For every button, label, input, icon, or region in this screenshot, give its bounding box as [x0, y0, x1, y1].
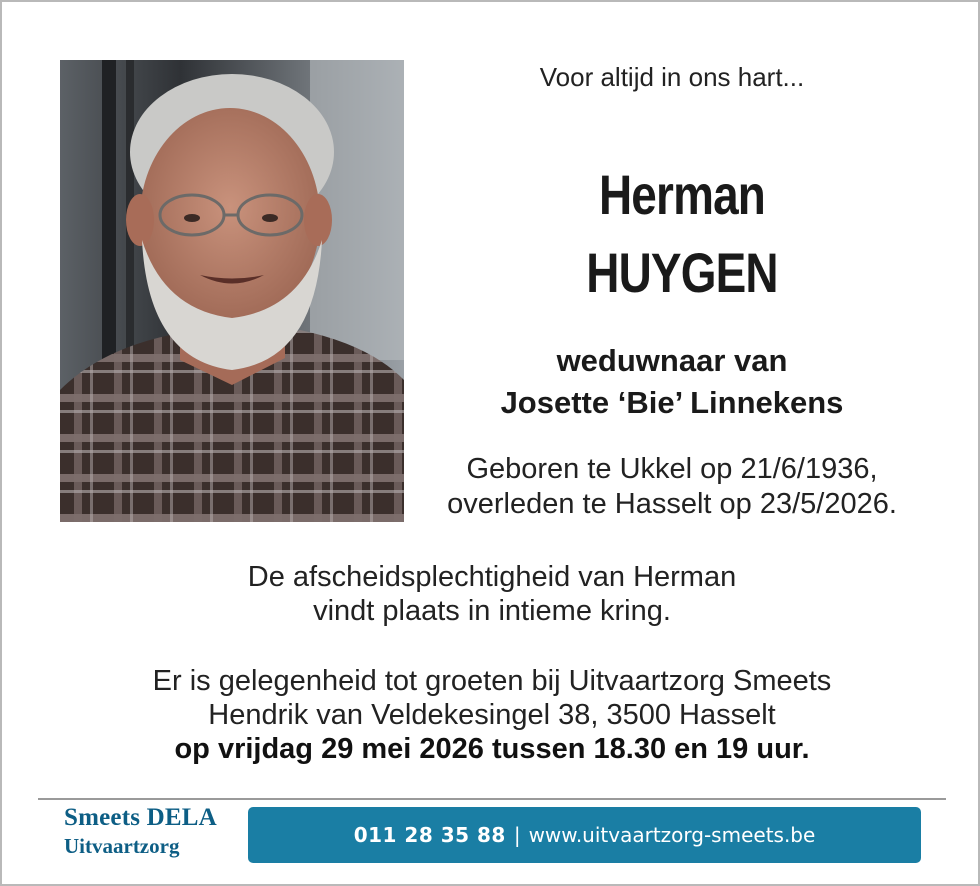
phone-number[interactable]: 011 28 35 88	[353, 823, 506, 847]
logo-line-2: Uitvaartzorg	[64, 834, 180, 858]
ceremony-info	[2, 560, 980, 628]
birth-line: Geboren te Ukkel op 21/6/1936,	[466, 453, 878, 485]
life-dates	[402, 452, 942, 522]
first-name: Herman	[598, 163, 766, 226]
ceremony-line-1: De afscheidsplechtigheid van Herman	[247, 561, 737, 593]
ceremony-line-2: vindt plaats in intieme kring.	[313, 595, 671, 627]
visit-line-1: Er is gelegenheid tot groeten bij Uitvaartzorg Smeets	[152, 665, 832, 697]
last-name: HUYGEN	[586, 241, 778, 304]
widow-info	[422, 340, 922, 424]
visit-line-3: op vrijdag 29 mei 2026 tussen 18.30 en 19 uur.	[174, 733, 810, 765]
death-line: overleden te Hasselt op 23/5/2026.	[447, 488, 897, 520]
portrait-photo	[60, 60, 404, 522]
contact-separator: |	[513, 823, 521, 847]
visitation-info	[2, 664, 980, 766]
visit-line-2: Hendrik van Veldekesingel 38, 3500 Hasselt	[208, 699, 776, 731]
widow-line-2: Josette ‘Bie’ Linnekens	[500, 385, 844, 420]
website-link[interactable]: www.uitvaartzorg-smeets.be	[528, 823, 816, 847]
widow-line-1: weduwnaar van	[556, 343, 788, 378]
funeral-home-logo	[64, 804, 217, 859]
footer-divider	[38, 798, 946, 800]
contact-bar	[248, 807, 921, 863]
logo-line-1: Smeets DELA	[64, 804, 217, 831]
tagline: Voor altijd in ons hart...	[539, 62, 805, 92]
